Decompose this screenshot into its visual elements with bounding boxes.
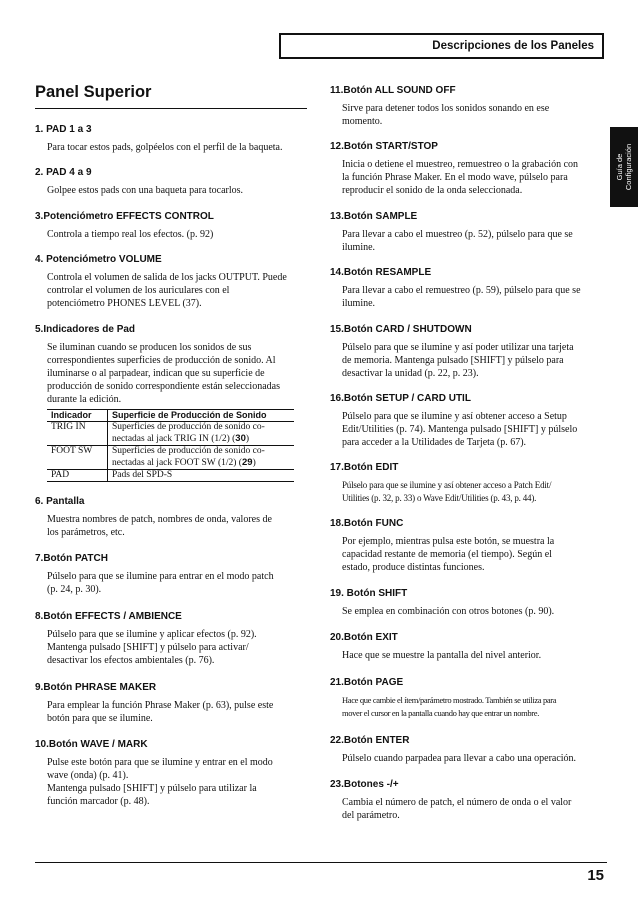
item-line: Púlselo para que se ilumine para entrar en el modo patch: [47, 571, 274, 582]
item-15: [330, 323, 605, 380]
item-line: iluminarse o al parpadear, indican que su superficie de: [47, 368, 265, 379]
item-heading: 20.Botón EXIT: [330, 632, 398, 643]
cell-line: Superficies de producción de sonido co-: [112, 422, 265, 432]
item-5: [35, 323, 307, 482]
item-line: Mantenga pulsado [SHIFT] y púlselo para utilizar la: [47, 783, 257, 794]
item-23: [330, 778, 605, 822]
item-body: [342, 752, 605, 765]
item-line: durante la edición.: [47, 394, 122, 405]
cell-line: nectadas al jack TRIG IN (1/2) (: [112, 434, 236, 444]
item-heading: 18.Botón FUNC: [330, 518, 404, 529]
item-heading: 13.Botón SAMPLE: [330, 211, 418, 222]
item-heading: 16.Botón SETUP / CARD UTIL: [330, 393, 471, 404]
item-line: wave (onda) (p. 41).: [47, 770, 129, 781]
item-3: [35, 210, 307, 241]
item-body: [342, 694, 605, 720]
item-line: Para emplear la función Phrase Maker (p. 63), pulse este: [47, 700, 274, 711]
item-heading: 8.Botón EFFECTS / AMBIENCE: [35, 611, 182, 622]
item-9: [35, 681, 307, 725]
item-14: [330, 266, 605, 310]
item-heading: 11.Botón ALL SOUND OFF: [330, 85, 456, 96]
item-body: [342, 605, 605, 618]
item-11: [330, 84, 605, 128]
item-line: Controla a tiempo real los efectos. (p. 92): [47, 229, 214, 240]
page-title: Panel Superior: [35, 83, 152, 101]
item-line: correspondientes superficies de producción de sonido. Al: [47, 355, 276, 366]
item-body: [47, 228, 307, 241]
item-body: [47, 341, 307, 406]
item-body: [342, 649, 605, 662]
item-heading: 17.Botón EDIT: [330, 462, 399, 473]
item-line: Cambia el número de patch, el número de onda o el valor: [342, 797, 572, 808]
table-cell: TRIG IN: [47, 422, 108, 446]
item-22: [330, 734, 605, 765]
item-20: [330, 631, 605, 662]
item-body: [47, 570, 307, 596]
table-row: [47, 422, 294, 446]
item-heading: 14.Botón RESAMPLE: [330, 267, 432, 278]
page-ref: 30: [235, 433, 246, 444]
item-heading: 15.Botón CARD / SHUTDOWN: [330, 324, 472, 335]
item-line: Se emplea en combinación con otros botones (p. 90).: [342, 606, 555, 617]
item-line: Púlselo para que se ilumine y así poder utilizar una tarjeta: [342, 342, 574, 353]
item-line: Hace que cambie el ítem/parámetro mostrado. También se utiliza para: [342, 695, 557, 705]
item-body: [47, 628, 307, 667]
item-line: Por ejemplo, mientras pulsa este botón, se muestra la: [342, 536, 555, 547]
cell-end: ): [252, 458, 256, 468]
item-line: estado, produce distintas funciones.: [342, 562, 485, 573]
item-line: Púlselo para que se ilumine y así obtener acceso a Patch Edit/: [342, 480, 552, 490]
item-body: [47, 513, 307, 539]
item-body: [47, 756, 307, 808]
item-body: [342, 796, 605, 822]
item-line: los parámetros, etc.: [47, 527, 125, 538]
item-line: Edit/Utilities (p. 74). Mantenga pulsado [SHIFT] y púlselo: [342, 424, 578, 435]
item-heading: 5.Indicadores de Pad: [35, 324, 136, 335]
item-13: [330, 210, 605, 254]
item-6: [35, 495, 307, 539]
table-cell: PAD: [47, 470, 108, 482]
item-line: Controla el volumen de salida de los jacks OUTPUT. Puede: [47, 272, 287, 283]
item-heading: 9.Botón PHRASE MAKER: [35, 682, 157, 693]
item-heading: 12.Botón START/STOP: [330, 141, 438, 152]
header-title: Descripciones de los Paneles: [432, 40, 594, 52]
item-line: botón para que se ilumine.: [47, 713, 153, 724]
table-header-row: [47, 410, 294, 422]
item-heading: 22.Botón ENTER: [330, 735, 410, 746]
table-cell: Pads del SPD-S: [108, 470, 295, 482]
item-line: Golpee estos pads con una baqueta para tocarlos.: [47, 185, 244, 196]
item-heading: 21.Botón PAGE: [330, 677, 404, 688]
table-row: [47, 446, 294, 470]
item-heading: 6. Pantalla: [35, 496, 85, 507]
item-12: [330, 140, 605, 197]
item-line: capacidad restante de memoria (el tiempo). Según el: [342, 549, 552, 560]
item-body: [342, 158, 605, 197]
side-tab: [610, 127, 638, 207]
item-19: [330, 587, 605, 618]
item-line: desactivar los efectos ambientales (p. 76).: [47, 655, 215, 666]
item-heading: 10.Botón WAVE / MARK: [35, 739, 148, 750]
side-tab-label: [615, 144, 633, 190]
item-line: Hace que se muestre la pantalla del nivel anterior.: [342, 650, 542, 661]
item-line: Muestra nombres de patch, nombres de onda, valores de: [47, 514, 272, 525]
item-line: del parámetro.: [342, 810, 400, 821]
header-box: [279, 33, 604, 59]
item-1: [35, 123, 307, 154]
item-body: [342, 535, 605, 574]
item-line: controlar el volumen de los auriculares con el: [47, 285, 230, 296]
item-body: [47, 699, 307, 725]
item-heading: 19. Botón SHIFT: [330, 588, 408, 599]
cell-line: Superficies de producción de sonido co-: [112, 446, 265, 456]
item-line: Púlselo para que se ilumine y así obtener acceso a Setup: [342, 411, 567, 422]
item-line: de memoria. Mantenga pulsado [SHIFT] y púlselo para: [342, 355, 564, 366]
item-line: Utilities (p. 32, p. 33) o Wave Edit/Utilities (p. 43, p. 44).: [342, 493, 537, 503]
item-line: producción de sonido correspondiente están seleccionadas: [47, 381, 280, 392]
item-17: [330, 461, 605, 505]
item-body: [342, 479, 605, 505]
item-line: Púlselo para que se ilumine y aplicar efectos (p. 92).: [47, 629, 257, 640]
item-heading: 2. PAD 4 a 9: [35, 167, 92, 178]
item-line: Sirve para detener todos los sonidos sonando en ese: [342, 103, 550, 114]
item-8: [35, 610, 307, 667]
item-7: [35, 552, 307, 596]
item-body: [342, 410, 605, 449]
item-body: [47, 184, 307, 197]
item-line: momento.: [342, 116, 383, 127]
cell-line: nectadas al jack FOOT SW (1/2) (: [112, 458, 242, 468]
item-10: [35, 738, 307, 808]
title-rule: [35, 108, 307, 109]
item-line: Para llevar a cabo el muestreo (p. 52), púlselo para que se: [342, 229, 573, 240]
cell-end: ): [245, 434, 250, 444]
page-ref: 29: [241, 457, 253, 468]
item-body: [47, 141, 307, 154]
item-body: [342, 228, 605, 254]
item-body: [342, 284, 605, 310]
item-line: para acceder a la Utilidades de Tarjeta (p. 67).: [342, 437, 527, 448]
item-18: [330, 517, 605, 574]
footer-rule: [35, 862, 607, 863]
item-line: reproducir el sonido de la onda seleccionada.: [342, 185, 523, 196]
item-body: [342, 102, 605, 128]
table-row: [47, 470, 294, 482]
side-tab-line2: Configuración: [624, 143, 633, 191]
item-line: Para llevar a cabo el remuestreo (p. 59), púlselo para que se: [342, 285, 581, 296]
item-line: Se iluminan cuando se producen los sonidos de sus: [47, 342, 252, 353]
item-21: [330, 676, 605, 720]
item-2: [35, 166, 307, 197]
item-body: [342, 341, 605, 380]
item-heading: 4. Potenciómetro VOLUME: [35, 254, 162, 265]
item-heading: 7.Botón PATCH: [35, 553, 108, 564]
table-header: Indicador: [47, 410, 108, 422]
item-line: Para tocar estos pads, golpéelos con el perfil de la baqueta.: [47, 142, 283, 153]
item-heading: 3.Potenciómetro EFFECTS CONTROL: [35, 211, 214, 222]
item-line: Pulse este botón para que se ilumine y entrar en el modo: [47, 757, 273, 768]
item-line: potenciómetro PHONES LEVEL (37).: [47, 298, 202, 309]
item-line: (p. 24, p. 30).: [47, 584, 102, 595]
item-line: Mantenga pulsado [SHIFT] y púlselo para activar/: [47, 642, 249, 653]
item-line: la función Phrase Maker. En el modo wave, púlselo para: [342, 172, 568, 183]
page-number: 15: [587, 867, 604, 884]
item-heading: 23.Botones -/+: [330, 779, 399, 790]
indicator-table: [47, 409, 294, 482]
table-header: Superficie de Producción de Sonido: [108, 410, 295, 422]
item-line: desactivar la unidad (p. 22, p. 23).: [342, 368, 479, 379]
table-cell: FOOT SW: [47, 446, 108, 470]
item-line: función marcador (p. 48).: [47, 796, 150, 807]
side-tab-line1: Guía de: [615, 153, 624, 181]
item-line: mover el cursor en la pantalla cuando hay que entrar un nombre.: [342, 708, 539, 718]
item-16: [330, 392, 605, 449]
table-cell: [108, 422, 295, 446]
item-line: ilumine.: [342, 298, 376, 309]
table-cell: [108, 446, 295, 470]
item-line: Púlselo cuando parpadea para llevar a cabo una operación.: [342, 753, 577, 764]
item-4: [35, 253, 307, 310]
item-body: [47, 271, 307, 310]
item-line: ilumine.: [342, 242, 376, 253]
item-line: Inicia o detiene el muestreo, remuestreo o la grabación con: [342, 159, 579, 170]
item-heading: 1. PAD 1 a 3: [35, 124, 92, 135]
